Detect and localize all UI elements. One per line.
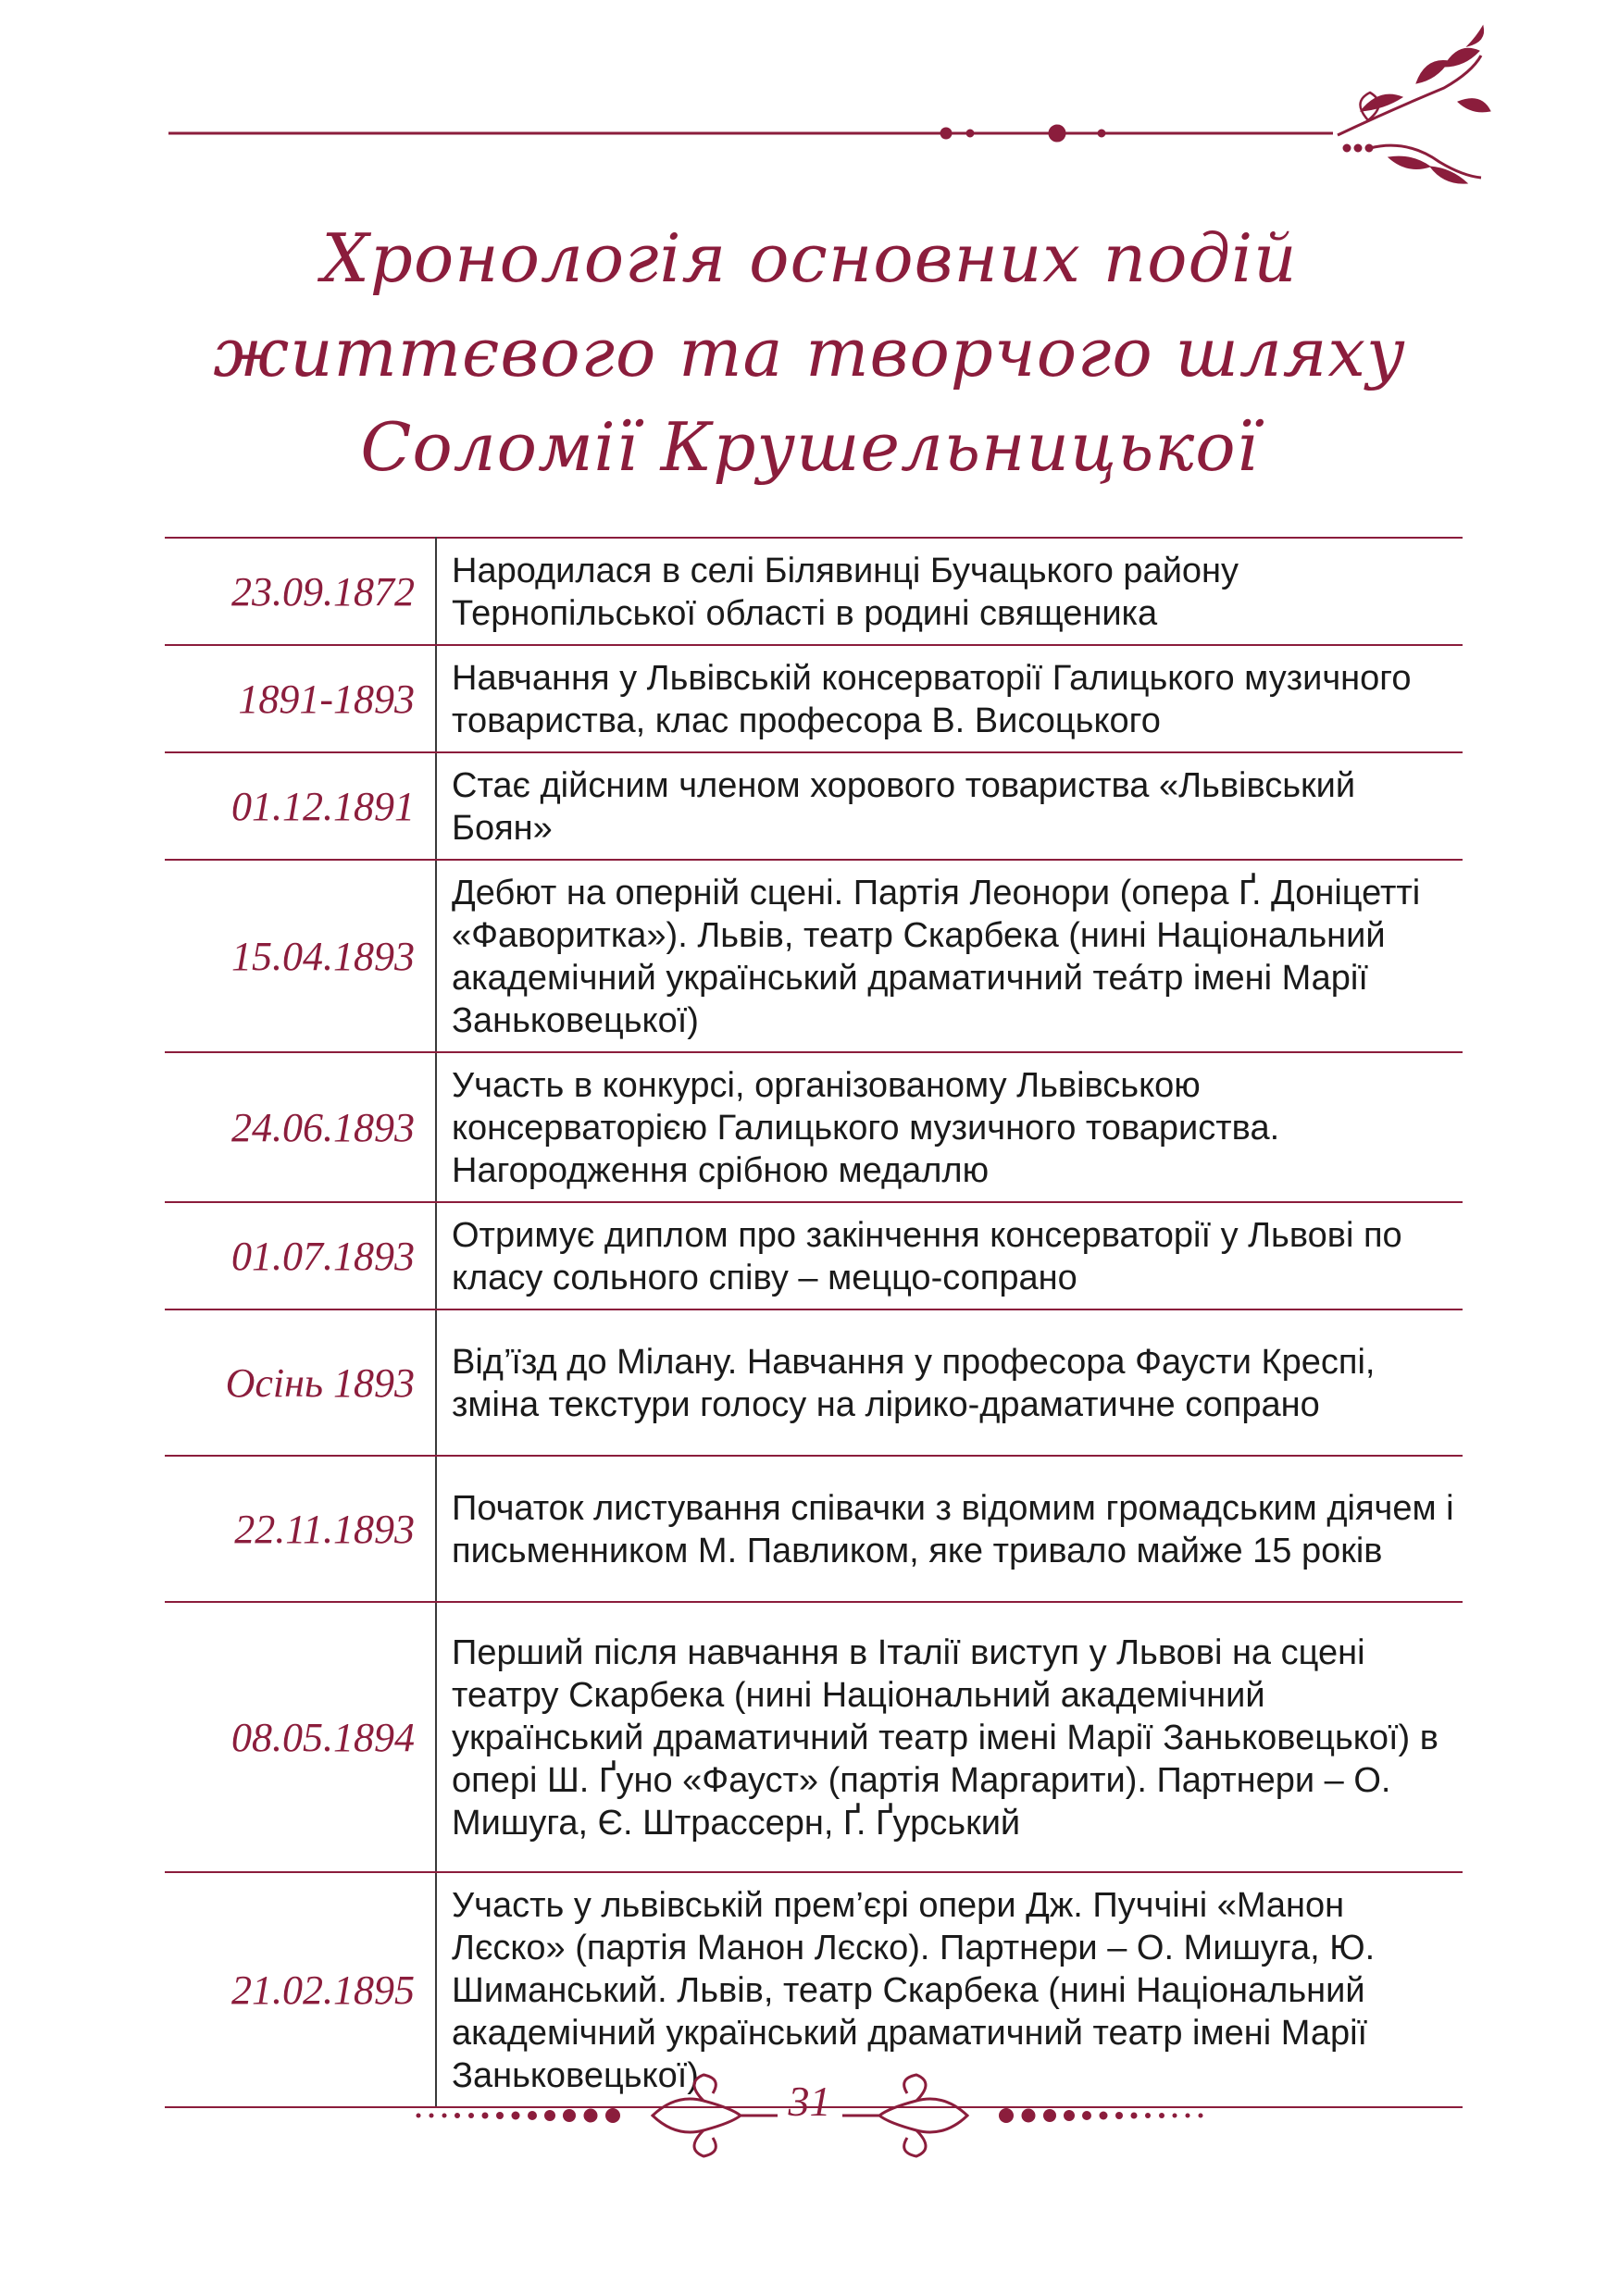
row-event: Отримує диплом про закінчення консерваторії у Львові по класу сольного співу – меццо-сопрано: [436, 1202, 1463, 1309]
row-event: Перший після навчання в Італії виступ у Львові на сцені театру Скарбека (нині Національний академічний український драматичний театр імені Марії Заньковецької) в опері Ш. Ґуно «Фауст» (партія Маргарити). Партнери – О. Мишуга, Є. Штрассерн, Ґ. Ґурський: [436, 1602, 1463, 1872]
row-date: 08.05.1894: [165, 1602, 436, 1872]
table-row: [165, 538, 1463, 645]
top-ornament: [0, 0, 1619, 204]
row-date: 23.09.1872: [165, 538, 436, 645]
row-date: 15.04.1893: [165, 860, 436, 1052]
row-event: Від’їзд до Мілану. Навчання у професора Фаусти Креспі, зміна текстури голосу на лірико-драматичне сопрано: [436, 1309, 1463, 1456]
row-event: Участь у львівській прем’єрі опери Дж. Пуччіні «Манон Лєско» (партія Манон Лєско). Партнери – О. Мишуга, Ю. Шиманський. Львів, театр Скарбека (нині Національний академічний український драматичний театр імені Марії Заньковецької): [436, 1872, 1463, 2107]
title-line-2: життєвого та творчого шляху: [213, 314, 1406, 391]
chronology-table: [165, 537, 1463, 2108]
row-date: 01.12.1891: [165, 752, 436, 860]
row-event: Стає дійсним членом хорового товариства «Львівський Боян»: [436, 752, 1463, 860]
table-row: [165, 1456, 1463, 1602]
row-event: Народилася в селі Білявинці Бучацького району Тернопільської області в родині священика: [436, 538, 1463, 645]
floral-sprig-icon: [1338, 26, 1490, 183]
page-number: 31: [788, 2078, 831, 2125]
table-row: [165, 752, 1463, 860]
row-event: Початок листування співачки з відомим громадським діячем і письменником М. Павликом, яке тривало майже 15 років: [436, 1456, 1463, 1602]
table-row: [165, 1602, 1463, 1872]
title-line-1: Хронологія основних подій: [321, 219, 1298, 297]
row-date: 21.02.1895: [165, 1872, 436, 2107]
row-date: 1891-1893: [165, 645, 436, 752]
table-row: [165, 1309, 1463, 1456]
table-row: [165, 1202, 1463, 1309]
row-date: 01.07.1893: [165, 1202, 436, 1309]
title-line-3: Соломії Крушельницької: [360, 408, 1259, 486]
row-date: 24.06.1893: [165, 1052, 436, 1202]
row-event: Навчання у Львівській консерваторії Галицького музичного товариства, клас професора В. Висоцького: [436, 645, 1463, 752]
row-event: Участь в конкурсі, організованому Львівською консерваторією Галицького музичного товариства. Нагородження срібною медаллю: [436, 1052, 1463, 1202]
table-row: [165, 645, 1463, 752]
row-date: Осінь 1893: [165, 1309, 436, 1456]
row-date: 22.11.1893: [165, 1456, 436, 1602]
page-title: [0, 211, 1619, 494]
table-row: [165, 1052, 1463, 1202]
table-row: [165, 860, 1463, 1052]
row-event: Дебют на оперній сцені. Партія Леонори (опера Ґ. Доніцетті «Фаворитка»). Львів, театр Скарбека (нині Національний академічний український драматичний теа́тр імені Марії Заньковецької): [436, 860, 1463, 1052]
